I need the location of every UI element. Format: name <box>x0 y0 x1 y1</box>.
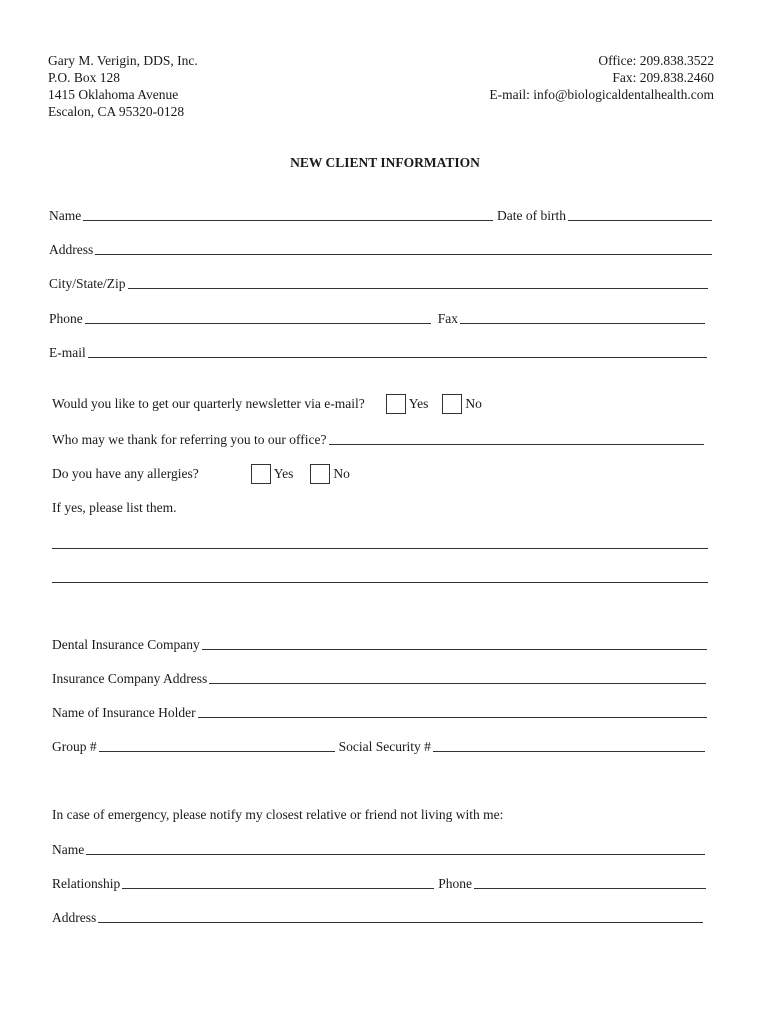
group-label: Group # <box>52 739 97 754</box>
relationship-phone-row <box>52 874 706 892</box>
emergency-name-field[interactable] <box>86 854 705 855</box>
insurance-address-row <box>52 669 706 687</box>
office-email: E-mail: info@biologicaldentalhealth.com <box>489 87 714 102</box>
referral-label: Who may we thank for referring you to our office? <box>52 432 327 447</box>
newsletter-question: Would you like to get our quarterly newsletter via e-mail? <box>52 396 365 411</box>
referral-row <box>52 430 704 448</box>
emergency-name-label: Name <box>52 842 85 857</box>
relationship-field[interactable] <box>122 888 434 889</box>
emergency-name-row <box>52 840 705 858</box>
phone-label: Phone <box>49 311 83 326</box>
city-label: City/State/Zip <box>49 276 126 291</box>
ssn-label: Social Security # <box>338 739 431 754</box>
allergies-row <box>52 462 350 486</box>
insurance-holder-row <box>52 703 707 721</box>
insurance-address-label: Insurance Company Address <box>52 671 208 686</box>
emergency-phone-label: Phone <box>438 876 472 891</box>
newsletter-yes-label: Yes <box>408 396 429 411</box>
email-label: E-mail <box>49 345 86 360</box>
city-row <box>49 274 708 292</box>
emergency-address-row <box>52 908 703 926</box>
allergies-list-prompt: If yes, please list them. <box>52 500 177 515</box>
allergies-list-line-2[interactable] <box>52 582 708 583</box>
email-row <box>49 343 707 361</box>
fax-label: Fax <box>437 311 458 326</box>
insurance-company-field[interactable] <box>202 649 707 650</box>
office-phone: Office: 209.838.3522 <box>598 53 714 68</box>
client-name-row <box>49 206 712 224</box>
emergency-address-label: Address <box>52 910 97 925</box>
allergies-yes-label: Yes <box>273 466 294 481</box>
city-state-zip: Escalon, CA 95320-0128 <box>48 104 185 119</box>
newsletter-row <box>52 392 482 416</box>
phone-fax-row <box>49 309 705 327</box>
newsletter-no-checkbox[interactable] <box>442 394 462 414</box>
emergency-intro: In case of emergency, please notify my closest relative or friend not living with me: <box>52 807 504 822</box>
fax-field[interactable] <box>460 323 705 324</box>
insurance-company-row <box>52 635 707 653</box>
allergies-list-line-1[interactable] <box>52 548 708 549</box>
allergies-question: Do you have any allergies? <box>52 466 199 481</box>
insurance-holder-label: Name of Insurance Holder <box>52 705 196 720</box>
office-fax: Fax: 209.838.2460 <box>612 70 714 85</box>
insurance-company-label: Dental Insurance Company <box>52 637 200 652</box>
dob-field[interactable] <box>568 220 712 221</box>
insurance-holder-field[interactable] <box>198 717 707 718</box>
email-field[interactable] <box>88 357 707 358</box>
allergies-no-label: No <box>333 466 350 481</box>
name-field[interactable] <box>83 220 493 221</box>
newsletter-no-label: No <box>465 396 482 411</box>
allergies-yes-checkbox[interactable] <box>251 464 271 484</box>
practice-name: Gary M. Verigin, DDS, Inc. <box>48 53 198 68</box>
group-field[interactable] <box>99 751 335 752</box>
group-ssn-row <box>52 737 705 755</box>
practice-contact-block <box>489 52 714 103</box>
city-field[interactable] <box>128 288 709 289</box>
practice-address-block <box>48 52 198 120</box>
po-box: P.O. Box 128 <box>48 70 121 85</box>
address-row <box>49 240 712 258</box>
street-address: 1415 Oklahoma Avenue <box>48 87 179 102</box>
emergency-phone-field[interactable] <box>474 888 706 889</box>
emergency-address-field[interactable] <box>98 922 703 923</box>
address-field[interactable] <box>95 254 712 255</box>
referral-field[interactable] <box>329 444 704 445</box>
allergies-no-checkbox[interactable] <box>310 464 330 484</box>
newsletter-yes-checkbox[interactable] <box>386 394 406 414</box>
phone-field[interactable] <box>85 323 431 324</box>
dob-label: Date of birth <box>497 208 566 223</box>
form-title: NEW CLIENT INFORMATION <box>290 155 480 170</box>
ssn-field[interactable] <box>433 751 705 752</box>
relationship-label: Relationship <box>52 876 121 891</box>
name-label: Name <box>49 208 82 223</box>
address-label: Address <box>49 242 94 257</box>
insurance-address-field[interactable] <box>209 683 706 684</box>
